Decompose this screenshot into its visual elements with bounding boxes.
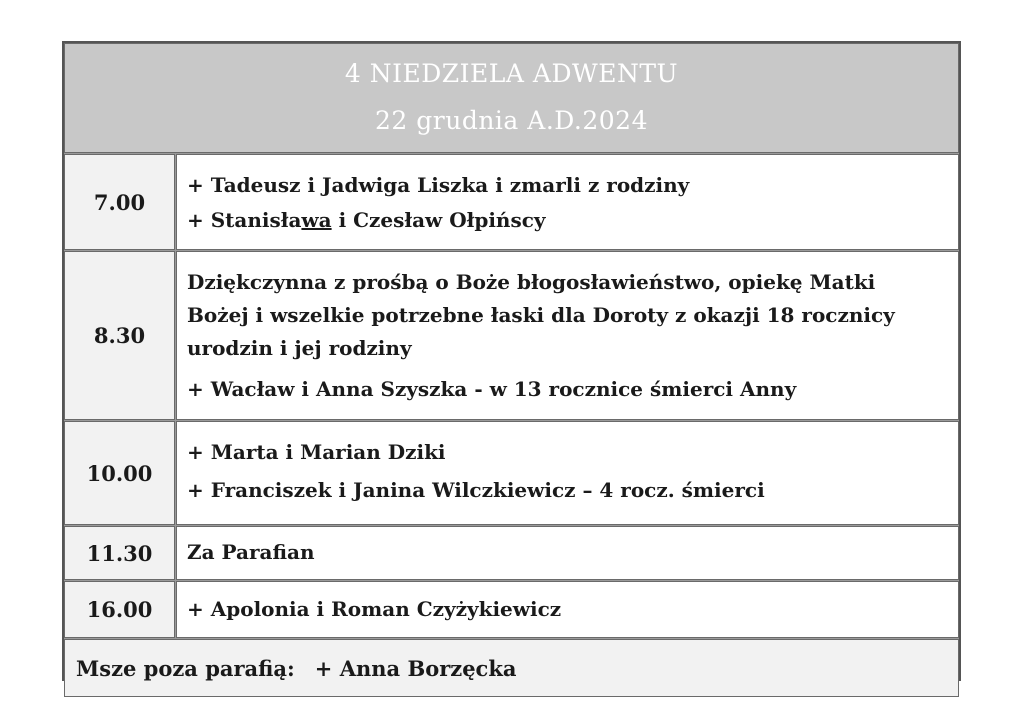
intention-line: + Apolonia i Roman Czyżykiewicz: [187, 597, 562, 621]
intention-line: urodzin i jej rodziny: [187, 336, 412, 360]
intention-line: + Franciszek i Janina Wilczkiewicz – 4 rocz. śmierci: [187, 478, 765, 502]
mass-time: 7.00: [65, 155, 174, 249]
intention-line: Bożej i wszelkie potrzebne łaski dla Doroty z okazji 18 rocznicy: [187, 303, 895, 327]
footer-intention: + Anna Borzęcka: [314, 655, 517, 681]
mass-schedule-table: [62, 41, 961, 681]
mass-intentions: [177, 582, 958, 637]
mass-time: 8.30: [65, 252, 174, 419]
intention-line: Za Parafian: [187, 540, 315, 564]
mass-intentions: [177, 252, 958, 419]
schedule-footer: [65, 640, 958, 696]
header-title: 4 NIEDZIELA ADWENTU: [344, 59, 679, 88]
footer-label: Msze poza parafią:: [76, 655, 295, 681]
intention-line: [187, 204, 948, 237]
mass-time: 10.00: [65, 422, 174, 524]
mass-intentions: [177, 155, 958, 249]
intention-line: + Tadeusz i Jadwiga Liszka i zmarli z rodziny: [187, 173, 690, 197]
mass-time: 11.30: [65, 527, 174, 579]
intention-text: + Stanisła: [187, 208, 302, 232]
mass-intentions: [177, 422, 958, 524]
intention-line: Dziękczynna z prośbą o Boże błogosławieństwo, opiekę Matki: [187, 270, 876, 294]
mass-intentions: [177, 527, 958, 579]
intention-underlined-text: wa: [301, 208, 332, 232]
schedule-header: [65, 44, 958, 152]
intention-line: + Wacław i Anna Szyszka - w 13 rocznice śmierci Anny: [187, 377, 797, 401]
header-date: 22 grudnia A.D.2024: [375, 106, 648, 135]
intention-line: + Marta i Marian Dziki: [187, 440, 446, 464]
mass-time: 16.00: [65, 582, 174, 637]
intention-text: i Czesław Ołpińscy: [331, 208, 546, 232]
